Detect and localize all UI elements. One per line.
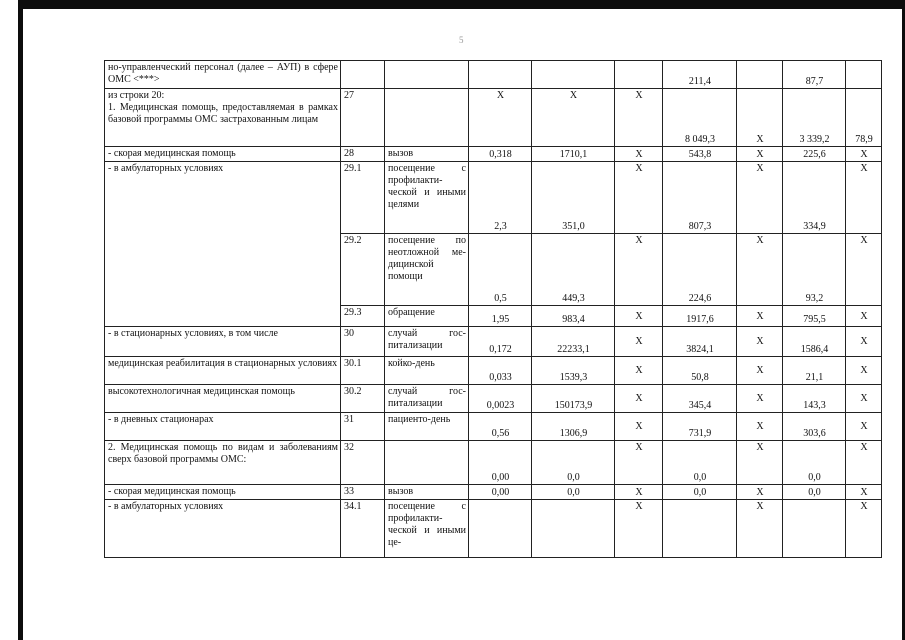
row-volume: 1,95 — [469, 306, 532, 327]
table-row — [105, 327, 882, 357]
row-col10 — [846, 61, 882, 89]
row-description: высокотехнологичная медицинская помощь — [105, 385, 341, 413]
table-row — [105, 385, 882, 413]
table-row — [105, 500, 882, 558]
row-col10: Х — [846, 147, 882, 162]
row-col6: Х — [615, 500, 663, 558]
row-line-number: 30.1 — [341, 357, 385, 385]
row-norm: Х — [532, 89, 615, 147]
row-col9: 3 339,2 — [783, 89, 846, 147]
row-norm: 449,3 — [532, 234, 615, 306]
row-col10: Х — [846, 441, 882, 485]
row-volume: 0,172 — [469, 327, 532, 357]
row-line-number: 27 — [341, 89, 385, 147]
row-col8: Х — [737, 385, 783, 413]
row-line-number: 32 — [341, 441, 385, 485]
row-unit — [385, 89, 469, 147]
row-description: - скорая медицинская помощь — [105, 485, 341, 500]
row-col7: 731,9 — [663, 413, 737, 441]
row-norm: 150173,9 — [532, 385, 615, 413]
row-norm: 22233,1 — [532, 327, 615, 357]
row-norm — [532, 61, 615, 89]
row-col7 — [663, 500, 737, 558]
row-unit: посещение с профилактической и иными це- — [385, 500, 469, 558]
row-unit: обращение — [385, 306, 469, 327]
row-norm: 351,0 — [532, 162, 615, 234]
row-col6: Х — [615, 306, 663, 327]
row-norm: 983,4 — [532, 306, 615, 327]
row-volume: 2,3 — [469, 162, 532, 234]
row-col10: Х — [846, 357, 882, 385]
row-col8: Х — [737, 306, 783, 327]
row-col8 — [737, 61, 783, 89]
row-description: но-управленческий персонал (далее – АУП) в сфере ОМС <***> — [105, 61, 341, 89]
row-col7: 0,0 — [663, 441, 737, 485]
row-col9: 0,0 — [783, 441, 846, 485]
row-volume: 0,0023 — [469, 385, 532, 413]
row-col8: Х — [737, 327, 783, 357]
row-line-number: 29.3 — [341, 306, 385, 327]
scan-border-left — [18, 0, 23, 640]
row-unit: вызов — [385, 147, 469, 162]
row-unit: случай госпитализации — [385, 327, 469, 357]
row-col6: Х — [615, 147, 663, 162]
row-line-number: 34.1 — [341, 500, 385, 558]
row-line-number — [341, 61, 385, 89]
row-col7: 8 049,3 — [663, 89, 737, 147]
row-col8: Х — [737, 485, 783, 500]
row-col10: Х — [846, 162, 882, 234]
row-col9: 795,5 — [783, 306, 846, 327]
row-col9: 0,0 — [783, 485, 846, 500]
row-volume: 0,56 — [469, 413, 532, 441]
table-row — [105, 441, 882, 485]
table-row — [105, 61, 882, 89]
row-norm: 1710,1 — [532, 147, 615, 162]
row-volume: 0,318 — [469, 147, 532, 162]
row-col7: 3824,1 — [663, 327, 737, 357]
row-col8: Х — [737, 500, 783, 558]
table-row — [105, 357, 882, 385]
row-col10: 78,9 — [846, 89, 882, 147]
row-unit — [385, 61, 469, 89]
row-col6: Х — [615, 385, 663, 413]
row-norm: 0,0 — [532, 485, 615, 500]
row-col10: Х — [846, 234, 882, 306]
row-description: 2. Медицинская помощь по видам и заболеваниям сверх базовой программы ОМС: — [105, 441, 341, 485]
row-volume: Х — [469, 89, 532, 147]
row-col10: Х — [846, 306, 882, 327]
row-col7: 345,4 — [663, 385, 737, 413]
scan-border-top — [18, 0, 904, 9]
row-unit — [385, 441, 469, 485]
row-line-number: 31 — [341, 413, 385, 441]
row-col7: 543,8 — [663, 147, 737, 162]
row-line-number: 33 — [341, 485, 385, 500]
row-line-number: 30.2 — [341, 385, 385, 413]
row-col7: 50,8 — [663, 357, 737, 385]
row-volume — [469, 61, 532, 89]
row-description: - в амбулаторных условиях — [105, 162, 341, 327]
row-norm: 1306,9 — [532, 413, 615, 441]
row-col6: Х — [615, 327, 663, 357]
table-row — [105, 89, 882, 147]
row-col9: 87,7 — [783, 61, 846, 89]
row-description: - скорая медицинская помощь — [105, 147, 341, 162]
row-volume: 0,033 — [469, 357, 532, 385]
row-volume: 0,00 — [469, 485, 532, 500]
row-unit: вызов — [385, 485, 469, 500]
row-unit: койко-день — [385, 357, 469, 385]
row-col9: 21,1 — [783, 357, 846, 385]
row-description: - в стационарных условиях, в том числе — [105, 327, 341, 357]
row-norm — [532, 500, 615, 558]
row-unit: пациенто-день — [385, 413, 469, 441]
row-line-number: 29.1 — [341, 162, 385, 234]
row-col7: 807,3 — [663, 162, 737, 234]
row-line-number: 30 — [341, 327, 385, 357]
row-col6: Х — [615, 441, 663, 485]
row-col10: Х — [846, 485, 882, 500]
financing-table — [104, 60, 882, 558]
row-line-number: 28 — [341, 147, 385, 162]
row-col6: Х — [615, 162, 663, 234]
row-col9: 93,2 — [783, 234, 846, 306]
row-unit: случай госпитализации — [385, 385, 469, 413]
row-col7: 224,6 — [663, 234, 737, 306]
row-col6: Х — [615, 413, 663, 441]
table-row — [105, 162, 882, 234]
row-col8: Х — [737, 147, 783, 162]
row-description: из строки 20: 1. Медицинская помощь, предоставляемая в рамках базовой программы ОМС застрахованным лицам — [105, 89, 341, 147]
row-col8: Х — [737, 89, 783, 147]
row-line-number: 29.2 — [341, 234, 385, 306]
row-description: - в дневных стационарах — [105, 413, 341, 441]
row-col8: Х — [737, 413, 783, 441]
row-col7: 1917,6 — [663, 306, 737, 327]
table-row — [105, 413, 882, 441]
row-description: медицинская реабилитация в стационарных условиях — [105, 357, 341, 385]
row-col10: Х — [846, 500, 882, 558]
row-unit: посещение с профилактической и иными целями — [385, 162, 469, 234]
row-col9: 143,3 — [783, 385, 846, 413]
row-volume: 0,00 — [469, 441, 532, 485]
row-volume: 0,5 — [469, 234, 532, 306]
row-norm: 1539,3 — [532, 357, 615, 385]
row-unit: посещение по неотложной медицинской помощи — [385, 234, 469, 306]
table-row — [105, 485, 882, 500]
table-row — [105, 147, 882, 162]
row-col6: Х — [615, 357, 663, 385]
row-col9: 334,9 — [783, 162, 846, 234]
page-number: 5 — [459, 35, 464, 45]
row-description: - в амбулаторных условиях — [105, 500, 341, 558]
row-col10: Х — [846, 327, 882, 357]
row-volume — [469, 500, 532, 558]
row-col8: Х — [737, 441, 783, 485]
row-col7: 0,0 — [663, 485, 737, 500]
row-col9: 303,6 — [783, 413, 846, 441]
row-col9: 1586,4 — [783, 327, 846, 357]
row-col6 — [615, 61, 663, 89]
row-col10: Х — [846, 413, 882, 441]
row-col6: Х — [615, 234, 663, 306]
row-col8: Х — [737, 162, 783, 234]
row-col10: Х — [846, 385, 882, 413]
row-col6: Х — [615, 89, 663, 147]
row-col6: Х — [615, 485, 663, 500]
row-col9 — [783, 500, 846, 558]
row-col9: 225,6 — [783, 147, 846, 162]
row-col8: Х — [737, 234, 783, 306]
row-norm: 0,0 — [532, 441, 615, 485]
row-col8: Х — [737, 357, 783, 385]
row-col7: 211,4 — [663, 61, 737, 89]
